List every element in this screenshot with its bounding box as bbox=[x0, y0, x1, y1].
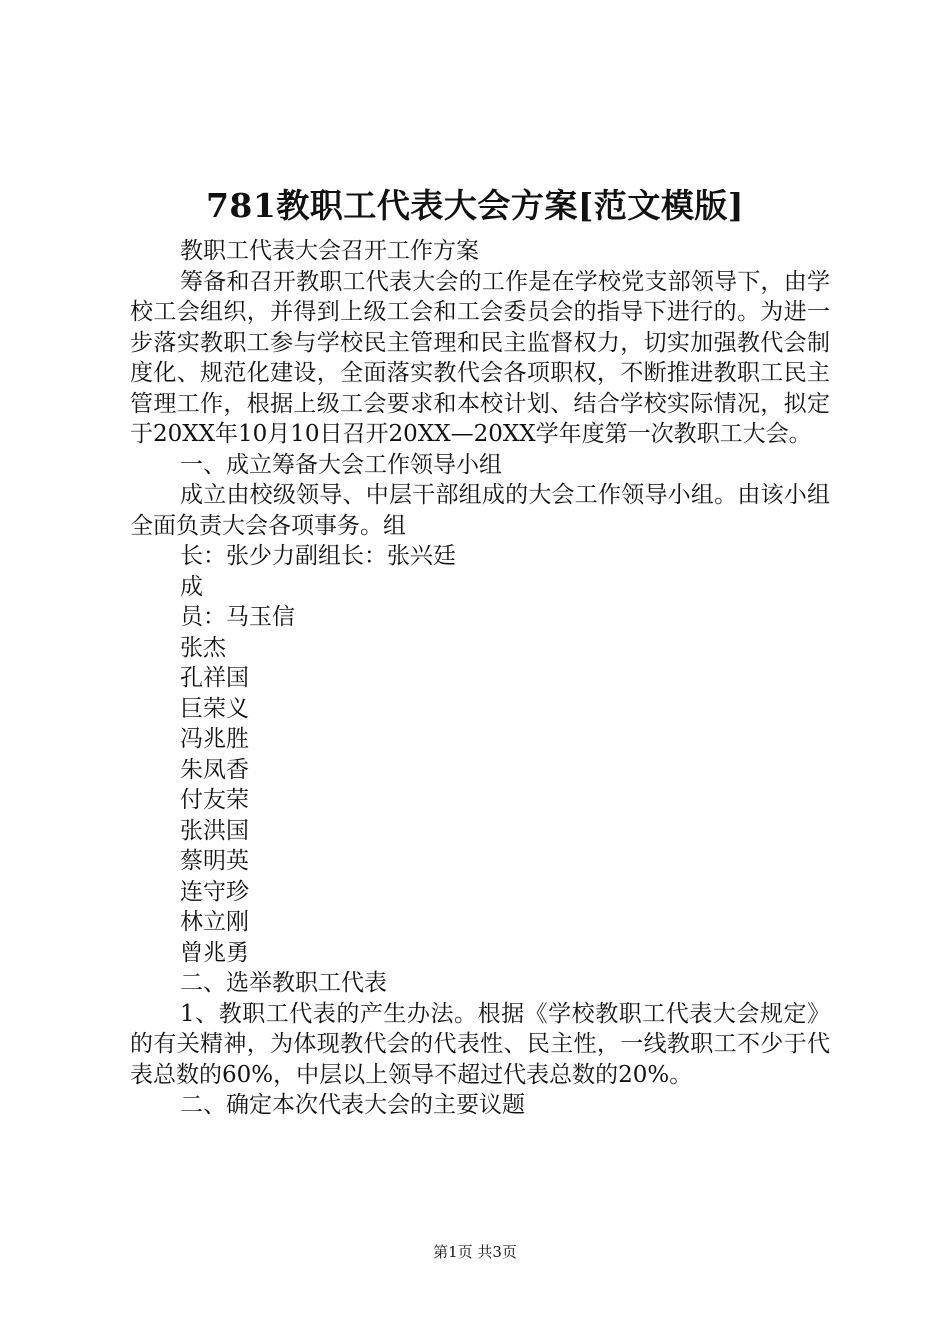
member-item: 林立刚 bbox=[180, 909, 249, 935]
subtitle: 教职工代表大会召开工作方案 bbox=[180, 238, 479, 264]
document-title: 781教职工代表大会方案[范文模版] bbox=[205, 186, 745, 225]
member-item: 付友荣 bbox=[180, 787, 249, 813]
member-prefix: 成 bbox=[180, 573, 203, 600]
intro-paragraph: 筹备和召开教职工代表大会的工作是在学校党支部领导下，由学校工会组织，并得到上级工会和工会委员会的指导下进行的。为进一步落实教职工参与学校民主管理和民主监督权力，切实加强教代会制度化、规范化建设，全面落实教代会各项职权，不断推进教职工民主管理工作，根据上级工会要求和本校计划、结合学校实际情况，拟定于20XX年10月10日召开20XX—20XX学年度第一次教职工大会。 bbox=[130, 268, 830, 447]
section2-heading: 二、选举教职工代表 bbox=[180, 970, 387, 996]
member-item: 曾兆勇 bbox=[180, 939, 249, 966]
section2-paragraph: 1、教职工代表的产生办法。根据《学校教职工代表大会规定》的有关精神，为体现教代会的代表性、民主性，一线教职工不少于代表总数的60%，中层以上领导不超过代表总数的20%。 bbox=[130, 1000, 830, 1088]
member-item: 张杰 bbox=[180, 634, 226, 661]
section3-heading: 二、确定本次代表大会的主要议题 bbox=[180, 1092, 525, 1118]
member-item: 孔祥国 bbox=[180, 665, 249, 691]
member-item: 连守珍 bbox=[180, 878, 249, 905]
member-item: 朱凤香 bbox=[180, 756, 249, 783]
document-body bbox=[130, 236, 830, 1121]
members-list bbox=[130, 633, 830, 969]
member-item: 蔡明英 bbox=[180, 848, 249, 874]
member-item: 巨荣义 bbox=[180, 695, 249, 722]
member-first-line: 员：马玉信 bbox=[180, 604, 295, 630]
page-footer: 第1页 共3页 bbox=[433, 1243, 517, 1261]
section1-heading: 一、成立筹备大会工作领导小组 bbox=[180, 451, 502, 478]
section1-paragraph: 成立由校级领导、中层干部组成的大会工作领导小组。由该小组全面负责大会各项事务。组 bbox=[130, 482, 830, 539]
member-item: 张洪国 bbox=[180, 817, 249, 844]
member-item: 冯兆胜 bbox=[180, 726, 249, 752]
leader-line: 长：张少力副组长：张兴廷 bbox=[180, 543, 456, 569]
